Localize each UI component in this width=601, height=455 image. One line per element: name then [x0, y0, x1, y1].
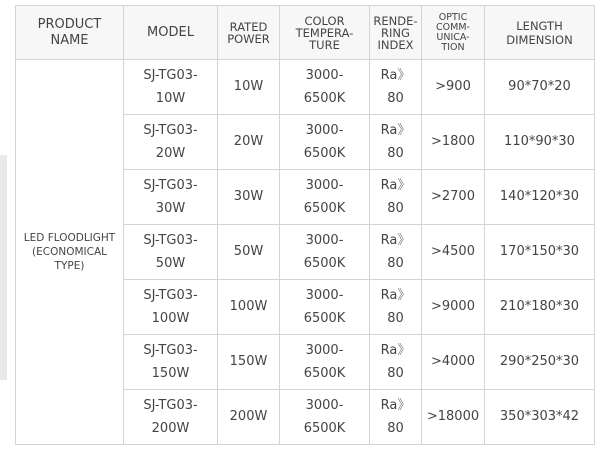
header-text: RING [381, 25, 410, 40]
header-text: COLOR [304, 13, 345, 28]
power-cell: 150W [218, 335, 280, 390]
header-row [16, 6, 595, 60]
ra-cell [370, 225, 422, 280]
header-text: TEMPERA- [295, 25, 354, 40]
model-cell [124, 390, 218, 445]
spec-table [15, 5, 595, 445]
optic-cell: >1800 [422, 115, 485, 170]
model-line: SJ-TG03- [143, 233, 198, 248]
header-text: RENDE- [373, 13, 418, 28]
power-cell: 10W [218, 60, 280, 115]
optic-cell: >9000 [422, 280, 485, 335]
header-rendering-index [370, 6, 422, 60]
model-line: 50W [155, 256, 186, 271]
model-cell [124, 335, 218, 390]
cct-line: 3000- [305, 178, 344, 193]
ra-line: Ra》 [380, 288, 411, 303]
header-rated-power [218, 6, 280, 60]
power-cell: 20W [218, 115, 280, 170]
cct-line: 6500K [303, 421, 346, 436]
model-line: SJ-TG03- [143, 398, 198, 413]
ra-line: Ra》 [380, 178, 411, 193]
header-length-dimension [485, 6, 595, 60]
cct-line: 6500K [303, 311, 346, 326]
ra-line: Ra》 [380, 68, 411, 83]
ra-line: 80 [387, 311, 404, 326]
ra-line: Ra》 [380, 123, 411, 138]
optic-cell: >4500 [422, 225, 485, 280]
model-line: SJ-TG03- [143, 178, 198, 193]
model-line: 20W [155, 146, 186, 161]
left-edge-strip [0, 155, 7, 380]
optic-cell: >4000 [422, 335, 485, 390]
ra-cell [370, 170, 422, 225]
header-text: TION [441, 41, 465, 53]
ra-cell [370, 335, 422, 390]
cct-cell [280, 170, 370, 225]
dimension-cell: 170*150*30 [485, 225, 595, 280]
header-model [124, 6, 218, 60]
header-text: DIMENSION [506, 32, 573, 47]
cct-line: 6500K [303, 366, 346, 381]
ra-line: Ra》 [380, 343, 411, 358]
dimension-cell: 210*180*30 [485, 280, 595, 335]
ra-line: Ra》 [380, 233, 411, 248]
header-text: OPTIC [438, 11, 468, 23]
product-name-line: LED FLOODLIGHT [23, 232, 116, 244]
product-name-line: (ECONOMICAL [32, 246, 107, 258]
cct-line: 3000- [305, 343, 344, 358]
cct-cell [280, 225, 370, 280]
power-cell: 50W [218, 225, 280, 280]
cct-line: 3000- [305, 123, 344, 138]
model-cell [124, 280, 218, 335]
header-text: RATED [229, 19, 268, 34]
cct-line: 6500K [303, 256, 346, 271]
model-line: SJ-TG03- [143, 343, 198, 358]
cct-cell [280, 390, 370, 445]
ra-line: 80 [387, 366, 404, 381]
cct-cell [280, 335, 370, 390]
ra-cell [370, 280, 422, 335]
header-text: POWER [227, 31, 270, 46]
ra-cell [370, 60, 422, 115]
model-cell [124, 115, 218, 170]
cct-line: 6500K [303, 146, 346, 161]
model-cell [124, 60, 218, 115]
cct-line: 3000- [305, 288, 344, 303]
model-line: 10W [155, 91, 186, 106]
optic-cell: >18000 [422, 390, 485, 445]
header-text: INDEX [377, 37, 414, 52]
header-text: UNICA- [436, 31, 470, 43]
product-name-cell [16, 60, 124, 445]
model-cell [124, 170, 218, 225]
header-optic-communication [422, 6, 485, 60]
header-product-name [16, 6, 124, 60]
model-line: SJ-TG03- [143, 288, 198, 303]
cct-cell [280, 60, 370, 115]
power-cell: 100W [218, 280, 280, 335]
power-cell: 30W [218, 170, 280, 225]
cct-line: 3000- [305, 398, 344, 413]
header-text: LENGTH [516, 18, 563, 33]
dimension-cell: 110*90*30 [485, 115, 595, 170]
model-line: 30W [155, 201, 186, 216]
cct-cell [280, 115, 370, 170]
cct-cell [280, 280, 370, 335]
cct-line: 3000- [305, 68, 344, 83]
model-line: 100W [151, 311, 190, 326]
optic-cell: >2700 [422, 170, 485, 225]
header-text: NAME [50, 32, 89, 48]
dimension-cell: 290*250*30 [485, 335, 595, 390]
dimension-cell: 350*303*42 [485, 390, 595, 445]
dimension-cell: 90*70*20 [485, 60, 595, 115]
table-row [16, 60, 595, 115]
ra-line: 80 [387, 421, 404, 436]
optic-cell: >900 [422, 60, 485, 115]
header-text: TURE [309, 37, 340, 52]
model-line: 150W [151, 366, 190, 381]
header-text: COMM- [436, 21, 470, 33]
cct-line: 6500K [303, 201, 346, 216]
ra-line: 80 [387, 201, 404, 216]
cct-line: 3000- [305, 233, 344, 248]
model-line: SJ-TG03- [143, 123, 198, 138]
model-line: SJ-TG03- [143, 68, 198, 83]
dimension-cell: 140*120*30 [485, 170, 595, 225]
model-cell [124, 225, 218, 280]
cct-line: 6500K [303, 91, 346, 106]
ra-line: 80 [387, 91, 404, 106]
model-line: 200W [151, 421, 190, 436]
ra-line: 80 [387, 256, 404, 271]
header-text: PRODUCT [37, 16, 102, 32]
ra-cell [370, 390, 422, 445]
header-color-temperature [280, 6, 370, 60]
product-name-line: TYPE) [54, 260, 85, 272]
power-cell: 200W [218, 390, 280, 445]
header-text: MODEL [147, 24, 194, 40]
ra-line: 80 [387, 146, 404, 161]
ra-cell [370, 115, 422, 170]
ra-line: Ra》 [380, 398, 411, 413]
